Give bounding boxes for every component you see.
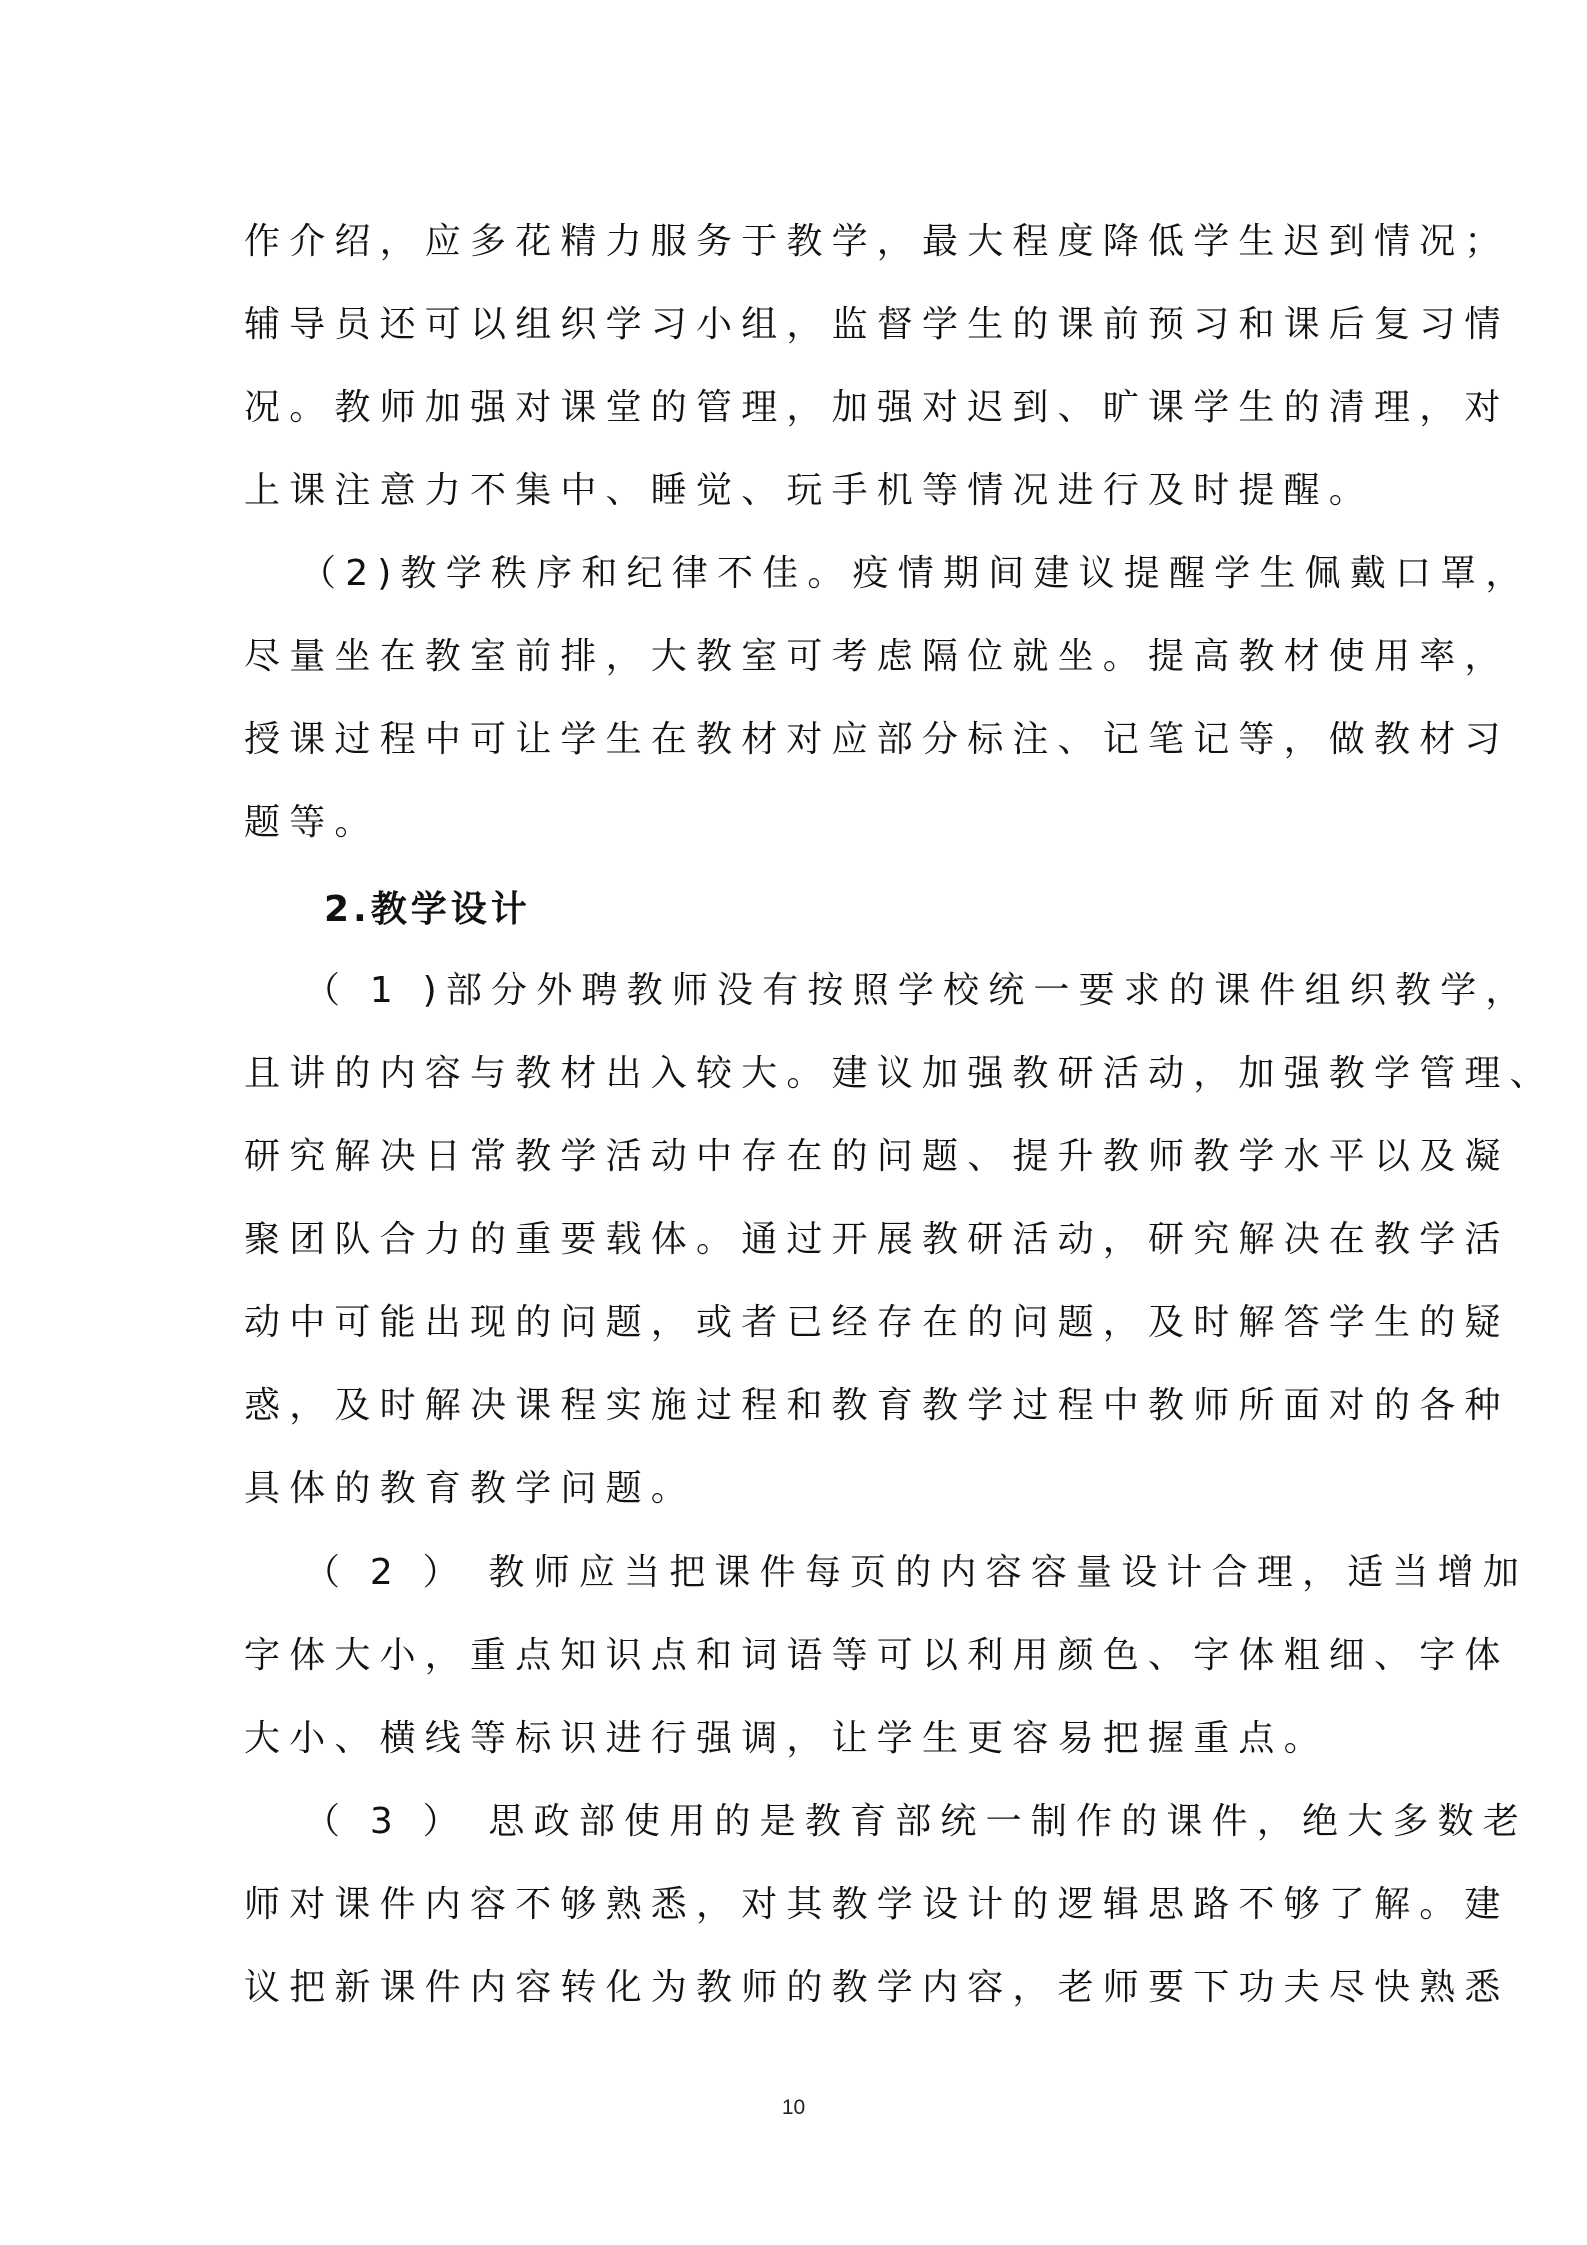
paragraph-line: 具体的教育教学问题。 (244, 1468, 697, 1509)
section-heading: 2.教学设计 (324, 889, 531, 930)
paragraph-line: （ 3 ） 思政部使用的是教育部统一制作的课件，绝大多数老 (304, 1801, 1529, 1842)
paragraph-line: 题等。 (244, 802, 380, 843)
paragraph-line: （ 1 )部分外聘教师没有按照学校统一要求的课件组织教学， (304, 970, 1531, 1011)
paragraph-line: 研究解决日常教学活动中存在的问题、提升教师教学水平以及凝 (244, 1136, 1510, 1177)
paragraph-line: 况。教师加强对课堂的管理，加强对迟到、旷课学生的清理，对 (244, 387, 1510, 428)
paragraph-line: 大小、横线等标识进行强调，让学生更容易把握重点。 (244, 1718, 1329, 1759)
page-number: 10 (781, 2096, 806, 2119)
paragraph-line: 尽量坐在教室前排，大教室可考虑隔位就坐。提高教材使用率， (244, 636, 1510, 677)
paragraph-line: 动中可能出现的问题，或者已经存在的问题，及时解答学生的疑 (244, 1302, 1510, 1343)
paragraph-line: 授课过程中可让学生在教材对应部分标注、记笔记等，做教材习 (244, 719, 1510, 760)
paragraph-line: （ 2 ） 教师应当把课件每页的内容容量设计合理，适当增加 (304, 1552, 1529, 1593)
paragraph-line: （2)教学秩序和纪律不佳。疫情期间建议提醒学生佩戴口罩， (300, 553, 1531, 594)
paragraph-line: 辅导员还可以组织学习小组，监督学生的课前预习和课后复习情 (244, 304, 1510, 345)
paragraph-line: 聚团队合力的重要载体。通过开展教研活动，研究解决在教学活 (244, 1219, 1510, 1260)
paragraph-line: 议把新课件内容转化为教师的教学内容，老师要下功夫尽快熟悉 (244, 1967, 1510, 2008)
paragraph-line: 惑，及时解决课程实施过程和教育教学过程中教师所面对的各种 (244, 1385, 1510, 1426)
paragraph-line: 作介绍，应多花精力服务于教学，最大程度降低学生迟到情况； (244, 221, 1510, 262)
paragraph-line: 上课注意力不集中、睡觉、玩手机等情况进行及时提醒。 (244, 470, 1375, 511)
paragraph-line: 且讲的内容与教材出入较大。建议加强教研活动，加强教学管理、 (244, 1053, 1555, 1094)
paragraph-line: 字体大小，重点知识点和词语等可以利用颜色、字体粗细、字体 (244, 1635, 1510, 1676)
paragraph-line: 师对课件内容不够熟悉，对其教学设计的逻辑思路不够了解。建 (244, 1884, 1510, 1925)
